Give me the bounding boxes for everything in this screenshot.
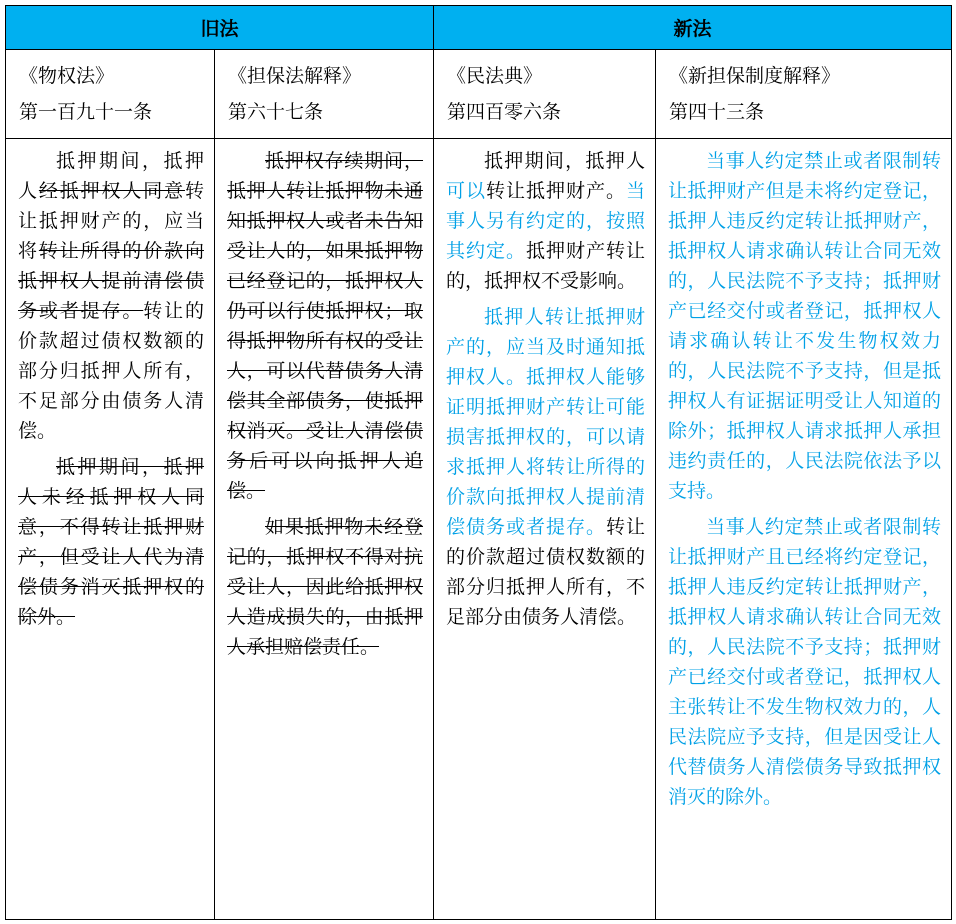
source-article: 第四十三条 — [669, 101, 765, 123]
source-article: 第四百零六条 — [447, 101, 562, 123]
added-text: 当事人另有约定的，按照其约定。 — [446, 180, 646, 262]
guarantee-interpretation-text — [215, 139, 434, 920]
content-row — [6, 139, 952, 920]
header-row — [6, 6, 952, 50]
text-run: 转让抵押财产。 — [486, 180, 626, 202]
added-text: 抵押人转让抵押财产的，应当及时通知抵押权人。抵押权人能够证明抵押财产转让可能损害抵押权的，可以请求抵押人将转让所得的价款向抵押权人提前清偿债务或者提存。 — [446, 306, 646, 538]
source-article: 第六十七条 — [228, 101, 324, 123]
deleted-text: 经抵押权人同意 — [38, 180, 185, 202]
text-run: 抵押期间，抵押人 — [18, 150, 204, 202]
new-law-header: 新法 — [434, 6, 952, 50]
source-cell-new-guarantee-interpretation — [656, 50, 952, 139]
property-law-text — [6, 139, 215, 920]
deleted-paragraph: 抵押权存续期间，抵押人转让抵押物未通知抵押权人或者未告知受让人的，如果抵押物已经登记的，抵押权人仍可以行使抵押权；取得抵押物所有权的受让人，可以代替债务人清偿其全部债务，使抵押权消灭。受让人清偿债务后可以向抵押人追偿。 — [227, 150, 424, 502]
source-cell-guarantee-interpretation — [215, 50, 434, 139]
law-comparison-table — [5, 5, 952, 920]
added-text: 可以 — [446, 180, 487, 202]
paragraph — [18, 146, 204, 446]
deleted-paragraph: 抵押期间，抵押人未经抵押权人同意，不得转让抵押财产，但受让人代为清偿债务消灭抵押权的除外。 — [18, 456, 204, 628]
source-cell-property-law — [6, 50, 215, 139]
text-run: 抵押期间，抵押人 — [484, 150, 646, 172]
text-run: 转让抵押财产的，应当将 — [18, 180, 204, 262]
text-run: 抵押财产转让的，抵押权不受影响。 — [446, 240, 645, 292]
paragraph — [446, 146, 645, 296]
paragraph — [446, 302, 645, 632]
civil-code-text — [434, 139, 656, 920]
deleted-paragraph: 如果抵押物未经登记的，抵押权不得对抗受让人，因此给抵押权人造成损失的，由抵押人承担赔偿责任。 — [227, 516, 424, 658]
source-title: 《物权法》 — [19, 65, 115, 87]
source-article: 第一百九十一条 — [19, 101, 153, 123]
deleted-text: 转让所得的价款向抵押权人提前清偿债务或者提存。 — [18, 240, 204, 322]
source-title: 《民法典》 — [447, 65, 543, 87]
old-law-header: 旧法 — [6, 6, 434, 50]
added-paragraph: 当事人约定禁止或者限制转让抵押财产但是未将约定登记，抵押人违反约定转让抵押财产，抵押权人请求确认转让合同无效的，人民法院不予支持；抵押财产已经交付或者登记，抵押权人请求确认转让不发生物权效力的，人民法院不予支持，但是抵押权人有证据证明受让人知道的除外；抵押权人请求抵押人承担违约责任的，人民法院依法予以支持。 — [668, 150, 942, 502]
added-paragraph: 当事人约定禁止或者限制转让抵押财产且已经将约定登记，抵押人违反约定转让抵押财产，抵押权人请求确认转让合同无效的，人民法院不予支持；抵押财产已经交付或者登记，抵押权人主张转让不发生物权效力的，人民法院应予支持，但是因受让人代替债务人清偿债务导致抵押权消灭的除外。 — [668, 516, 942, 808]
text-run: 转让的价款超过债权数额的部分归抵押人所有，不足部分由债务人清偿。 — [446, 516, 646, 628]
source-title: 《新担保制度解释》 — [669, 65, 841, 87]
text-run: 转让的价款超过债权数额的部分归抵押人所有，不足部分由债务人清偿。 — [18, 300, 204, 442]
source-title: 《担保法解释》 — [228, 65, 362, 87]
new-guarantee-interpretation-text — [656, 139, 952, 920]
source-cell-civil-code — [434, 50, 656, 139]
source-row — [6, 50, 952, 139]
